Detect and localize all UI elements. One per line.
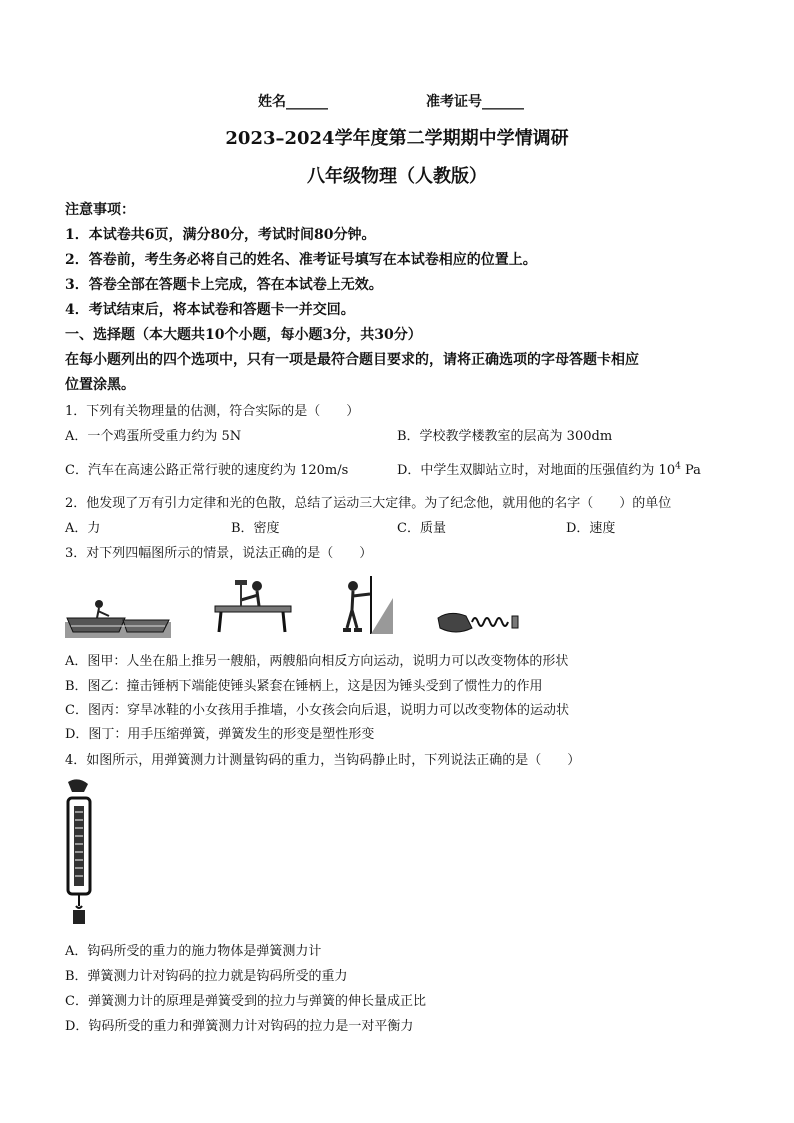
- q3-option-c: C．图丙：穿旱冰鞋的小女孩用手推墙，小女孩会向后退，说明力可以改变物体的运动状: [65, 703, 569, 718]
- q4-option-b: B．弹簧测力计对钩码的拉力就是钩码所受的重力: [65, 969, 348, 984]
- notice-item-1: 1．本试卷共6页，满分80分，考试时间80分钟。: [65, 227, 376, 243]
- q1-option-d: [397, 459, 701, 478]
- q1-option-b: B．学校教学楼教室的层高为 300dm: [397, 429, 613, 444]
- exam-number-field: [426, 91, 524, 111]
- q4-stem: 4．如图所示，用弹簧测力计测量钩码的重力，当钩码静止时，下列说法正确的是（ ）: [65, 753, 581, 768]
- q2-stem: 2．他发现了万有引力定律和光的色散，总结了运动三大定律。为了纪念他，就用他的名字（ ）的单位: [65, 496, 672, 511]
- exam-subtitle: 八年级物理（人教版）: [307, 166, 487, 187]
- q3-option-a: A．图甲：人坐在船上推另一艘船，两艘船向相反方向运动，说明力可以改变物体的形状: [65, 654, 569, 669]
- q2-option-d: D．速度: [566, 521, 616, 536]
- notice-item-4: 4．考试结束后，将本试卷和答题卡一并交回。: [65, 302, 355, 318]
- q1-option-a: A．一个鸡蛋所受重力约为 5N: [65, 429, 242, 444]
- q3-option-d: D．图丁：用手压缩弹簧，弹簧发生的形变是塑性形变: [65, 727, 375, 742]
- q3-option-b: B．图乙：撞击锤柄下端能使锤头紧套在锤柄上，这是因为锤头受到了惯性力的作用: [65, 679, 543, 694]
- q4-option-a: A．钩码所受的重力的施力物体是弹簧测力计: [65, 944, 322, 959]
- q3-stem: 3．对下列四幅图所示的情景，说法正确的是（ ）: [65, 546, 373, 561]
- q1-option-c: C．汽车在高速公路正常行驶的速度约为 120m/s: [65, 463, 349, 478]
- exam-number-blank: ______: [482, 94, 524, 110]
- section-instruction-line-1: 在每小题列出的四个选项中，只有一项是最符合题目要求的，请将正确选项的字母答题卡相应: [65, 352, 639, 368]
- section-heading: 一、选择题（本大题共10个小题，每小题3分，共30分）: [65, 327, 422, 343]
- exam-title: 2023–2024学年度第二学期期中学情调研: [225, 128, 569, 149]
- q2-option-a: A．力: [65, 521, 101, 536]
- notice-item-2: 2．答卷前，考生务必将自己的姓名、准考证号填写在本试卷相应的位置上。: [65, 252, 537, 268]
- q1-option-d-text: D．中学生双脚站立时，对地面的压强值约为 10: [397, 463, 676, 478]
- exam-number-label: 准考证号: [426, 94, 482, 110]
- notice-heading: 注意事项：: [65, 202, 135, 218]
- name-label: 姓名: [258, 94, 286, 110]
- q4-option-c: C．弹簧测力计的原理是弹簧受到的拉力与弹簧的伸长量成正比: [65, 994, 426, 1009]
- figure-roller-skate-girl: [337, 576, 393, 636]
- q1-stem: 1．下列有关物理量的估测，符合实际的是（ ）: [65, 404, 360, 419]
- q1-option-d-exponent: 4: [675, 461, 681, 472]
- q2-option-b: B．密度: [231, 521, 280, 536]
- figure-spring-hand: [436, 608, 520, 638]
- notice-item-3: 3．答卷全部在答题卡上完成，答在本试卷上无效。: [65, 277, 383, 293]
- q2-option-c: C．质量: [397, 521, 446, 536]
- section-instruction-line-2: 位置涂黑。: [65, 377, 135, 393]
- q1-option-d-unit: Pa: [680, 463, 701, 478]
- figure-spring-scale: [62, 778, 96, 926]
- figure-hammer: [213, 576, 293, 634]
- name-field: [258, 91, 328, 111]
- q4-option-d: D．钩码所受的重力和弹簧测力计对钩码的拉力是一对平衡力: [65, 1019, 414, 1034]
- name-blank: ______: [286, 94, 328, 110]
- figure-boats: [65, 596, 171, 638]
